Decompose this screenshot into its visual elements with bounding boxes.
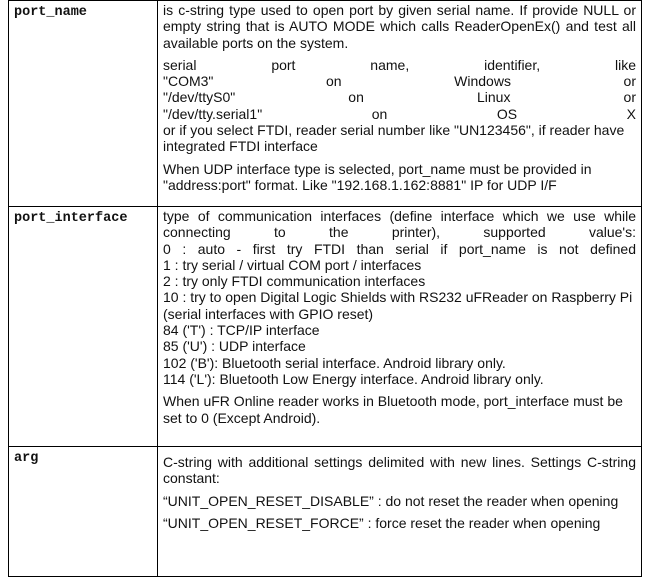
parameter-table: [8, 0, 642, 577]
interface-option: 102 ('B'): Bluetooth serial interface. Android library only.: [163, 354, 506, 371]
description-paragraph: C-string with additional settings delimited with new lines. Settings C-string constant:: [163, 454, 636, 487]
table-row: [9, 1, 642, 207]
param-name: port_interface: [9, 207, 158, 447]
example-line: "/dev/tty.serial1" on OS X: [163, 105, 636, 122]
table-row: [9, 447, 642, 577]
note-paragraph: When uFR Online reader works in Bluetooth mode, port_interface must be set to 0 (Except Android).: [163, 393, 623, 426]
param-description: [158, 1, 642, 207]
interface-option: 1 : try serial / virtual COM port / interfaces: [163, 256, 422, 273]
interface-option: 2 : try only FTDI communication interfaces: [163, 273, 426, 290]
description-line: connecting to the printer), supported value's:: [163, 224, 636, 241]
param-description: [158, 207, 642, 447]
description-paragraph: When UDP interface type is selected, port_name must be provided in "address:port" format. Like "192.168.1.162:8881" IP for UDP I/F: [163, 160, 592, 193]
param-description: [158, 447, 642, 577]
param-name: arg: [9, 447, 158, 577]
description-paragraph: is c-string type used to open port by given serial name. If provide NULL or empty string that is AUTO MODE which calls ReaderOpenEx() and test all available ports on the system.: [163, 2, 636, 51]
example-line: serial port name, identifier, like: [163, 56, 636, 73]
param-name: port_name: [9, 1, 158, 207]
interface-option: 84 ('T') : TCP/IP interface: [163, 322, 320, 339]
description-line: 0 : auto - first try FTDI than serial if port_name is not defined: [163, 240, 636, 257]
description-paragraph: “UNIT_OPEN_RESET_FORCE” : force reset the reader when opening: [163, 514, 601, 531]
example-lines: [163, 57, 636, 122]
interface-option: 10 : try to open Digital Logic Shields with RS232 uFReader on Raspberry Pi (serial interfaces with GPIO reset): [163, 289, 633, 322]
description-paragraph: or if you select FTDI, reader serial number like "UN123456", if reader have integrated FTDI interface: [163, 122, 625, 155]
description-paragraph: “UNIT_OPEN_RESET_DISABLE” : do not reset the reader when opening: [163, 492, 619, 509]
interface-option: 114 ('L'): Bluetooth Low Energy interface. Android library only.: [163, 370, 544, 387]
example-line: "COM3" on Windows or: [163, 73, 636, 90]
description-line: type of communication interfaces (define interface which we use while: [163, 208, 636, 224]
example-line: "/dev/ttyS0" on Linux or: [163, 89, 636, 106]
table-row: [9, 207, 642, 447]
interface-option: 85 ('U') : UDP interface: [163, 338, 306, 355]
